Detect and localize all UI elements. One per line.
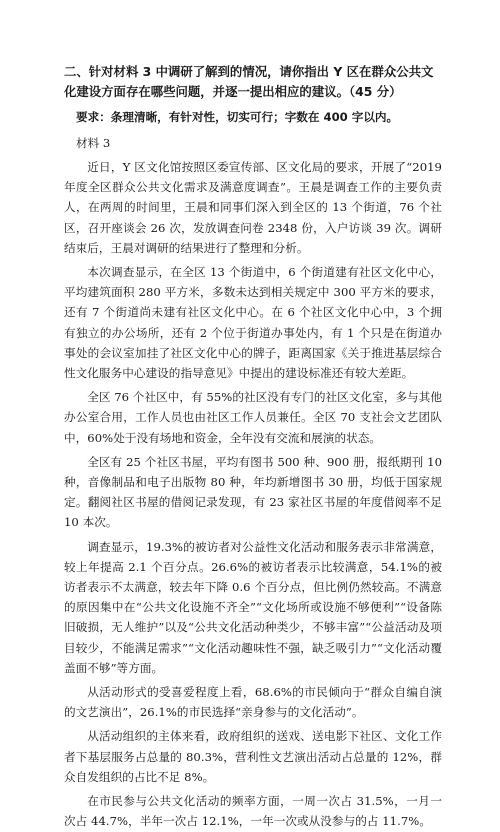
material-body — [64, 157, 442, 832]
answer-requirement: 要求：条理清晰，有针对性，切实可行；字数在 400 字以内。 — [76, 110, 399, 124]
paragraph-community-rooms: 全区 76 个社区中，有 55%的社区没有专门的社区文化室，多与其他办公室合用，工作人员也由社区工作人员兼任。全区 70 支社会文艺团队中，60%处于没有场地和资金，全年没有交流和展演的状态。 — [64, 390, 442, 445]
paragraph-community-bookstores: 全区有 25 个社区书屋，平均有图书 500 种、900 册，报纸期刊 10 种，音像制品和电子出版物 80 种，年均新增图书 30 册，均低于国家规定。翻阅社区书屋的借阅记录发现，有 23 家社区书屋的年度借阅率不足 10 本次。 — [64, 454, 442, 530]
paragraph-satisfaction: 调查显示，19.3%的被访者对公益性文化活动和服务表示非常满意，较上年提高 2.1 个百分点。26.6%的被访者表示比较满意，54.1%的被访者表示不太满意，较去年下降 0.6 个百分点，但比例仍然较高。不满意的原因集中在“公共文化设施不齐全”“文化场所或设施不够便利”“设备陈旧破损，无人维护”以及“公共文化活动种类少，不够丰富”“公益活动及项目较少，不能满足需求”“文化活动趣味性不强，缺乏吸引力”“文化活动覆盖面不够”等方面。 — [64, 539, 442, 675]
paragraph-survey-overview: 近日，Y 区文化馆按照区委宣传部、区文化局的要求，开展了“2019 年度全区群众公共文化需求及满意度调查”。王晨是调查工作的主要负责人，在两周的时间里，王晨和同事们深入到全区的 13 个街道，76 个社区，召开座谈会 26 次，发放调查问卷 2348 份，入户访谈 39 次。调研结束后，王晨对调研的结果进行了整理和分析。 — [64, 160, 442, 255]
paragraph-activity-preference: 从活动形式的受喜爱程度上看，68.6%的市民倾向于“群众自编自演的文艺演出”，26.1%的市民选择“亲身参与的文化活动”。 — [64, 685, 442, 720]
paragraph-participation-frequency: 在市民参与公共文化活动的频率方面，一周一次占 31.5%，一月一次占 44.7%，半年一次占 12.1%，一年一次或从没参与的占 11.7%。 — [64, 794, 442, 829]
paragraph-organizers: 从活动组织的主体来看，政府组织的送戏、送电影下社区、文化工作者下基层服务占总量的 80.3%，营利性文艺演出活动占总量的 12%，群众自发组织的占比不足 8%。 — [64, 729, 442, 784]
question-heading: 二、针对材料 3 中调研了解到的情况，请你指出 Y 区在群众公共文化建设方面存在哪些问题，并逐一提出相应的建议。（45 分） — [64, 64, 434, 99]
paragraph-culture-centers: 本次调查显示，在全区 13 个街道中，6 个街道建有社区文化中心，平均建筑面积 280 平方米，多数未达到相关规定中 300 平方米的要求，还有 7 个街道尚未建有社区文化中心。在 6 个社区文化中心中，3 个拥有独立的办公场所，还有 2 个位于街道办事处内，有 1 个只是在街道办事处的会议室加挂了社区文化中心的牌子，距离国家《关于推进基层综合性文化服务中心建设的指导意见》中提出的建设标准还有较大差距。 — [64, 265, 442, 381]
material-label: 材料 3 — [76, 136, 111, 150]
